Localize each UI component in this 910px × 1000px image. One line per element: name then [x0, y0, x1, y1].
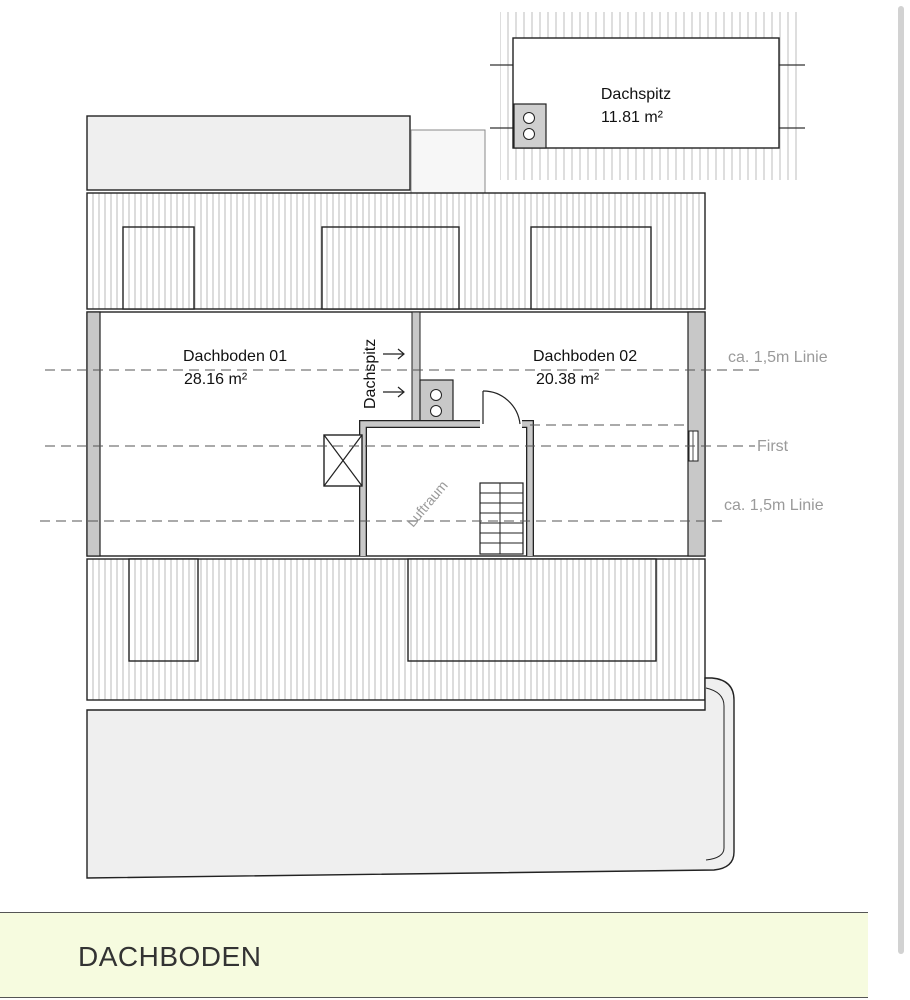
line-upper-label: ca. 1,5m Linie [728, 349, 828, 366]
roof-window-lower-1 [129, 559, 198, 661]
dachboden-01-name: Dachboden 01 [183, 348, 288, 365]
dachboden-01-area: 28.16 m² [184, 371, 248, 388]
scrollbar[interactable] [898, 6, 904, 954]
roof-window-lower-2 [408, 559, 656, 661]
roof-window-upper-2 [322, 227, 459, 309]
roof-window-upper-3 [531, 227, 651, 309]
dachspitz-vertical-label: Dachspitz [362, 338, 379, 409]
roof-hatch [324, 435, 362, 486]
dachspitz-top-area-label: 11.81 m² [601, 109, 663, 126]
main-floor [40, 312, 828, 556]
dachboden-02-name: Dachboden 02 [533, 348, 638, 365]
roof-window-upper-1 [123, 227, 194, 309]
staircase [480, 483, 523, 554]
chimney-top [514, 104, 546, 148]
terrace [87, 678, 734, 878]
floor-title: DACHBODEN [78, 941, 262, 972]
floor-title-bar [0, 912, 868, 998]
lower-roof [87, 559, 705, 700]
first-label: First [757, 438, 789, 455]
dachspitz-top-area [490, 12, 805, 180]
dachboden-02-area: 20.38 m² [536, 371, 600, 388]
line-lower-label: ca. 1,5m Linie [724, 497, 824, 514]
luftraum-label: Luftraum [403, 477, 451, 530]
chimney [420, 380, 453, 424]
dachspitz-top-name: Dachspitz [600, 86, 672, 103]
